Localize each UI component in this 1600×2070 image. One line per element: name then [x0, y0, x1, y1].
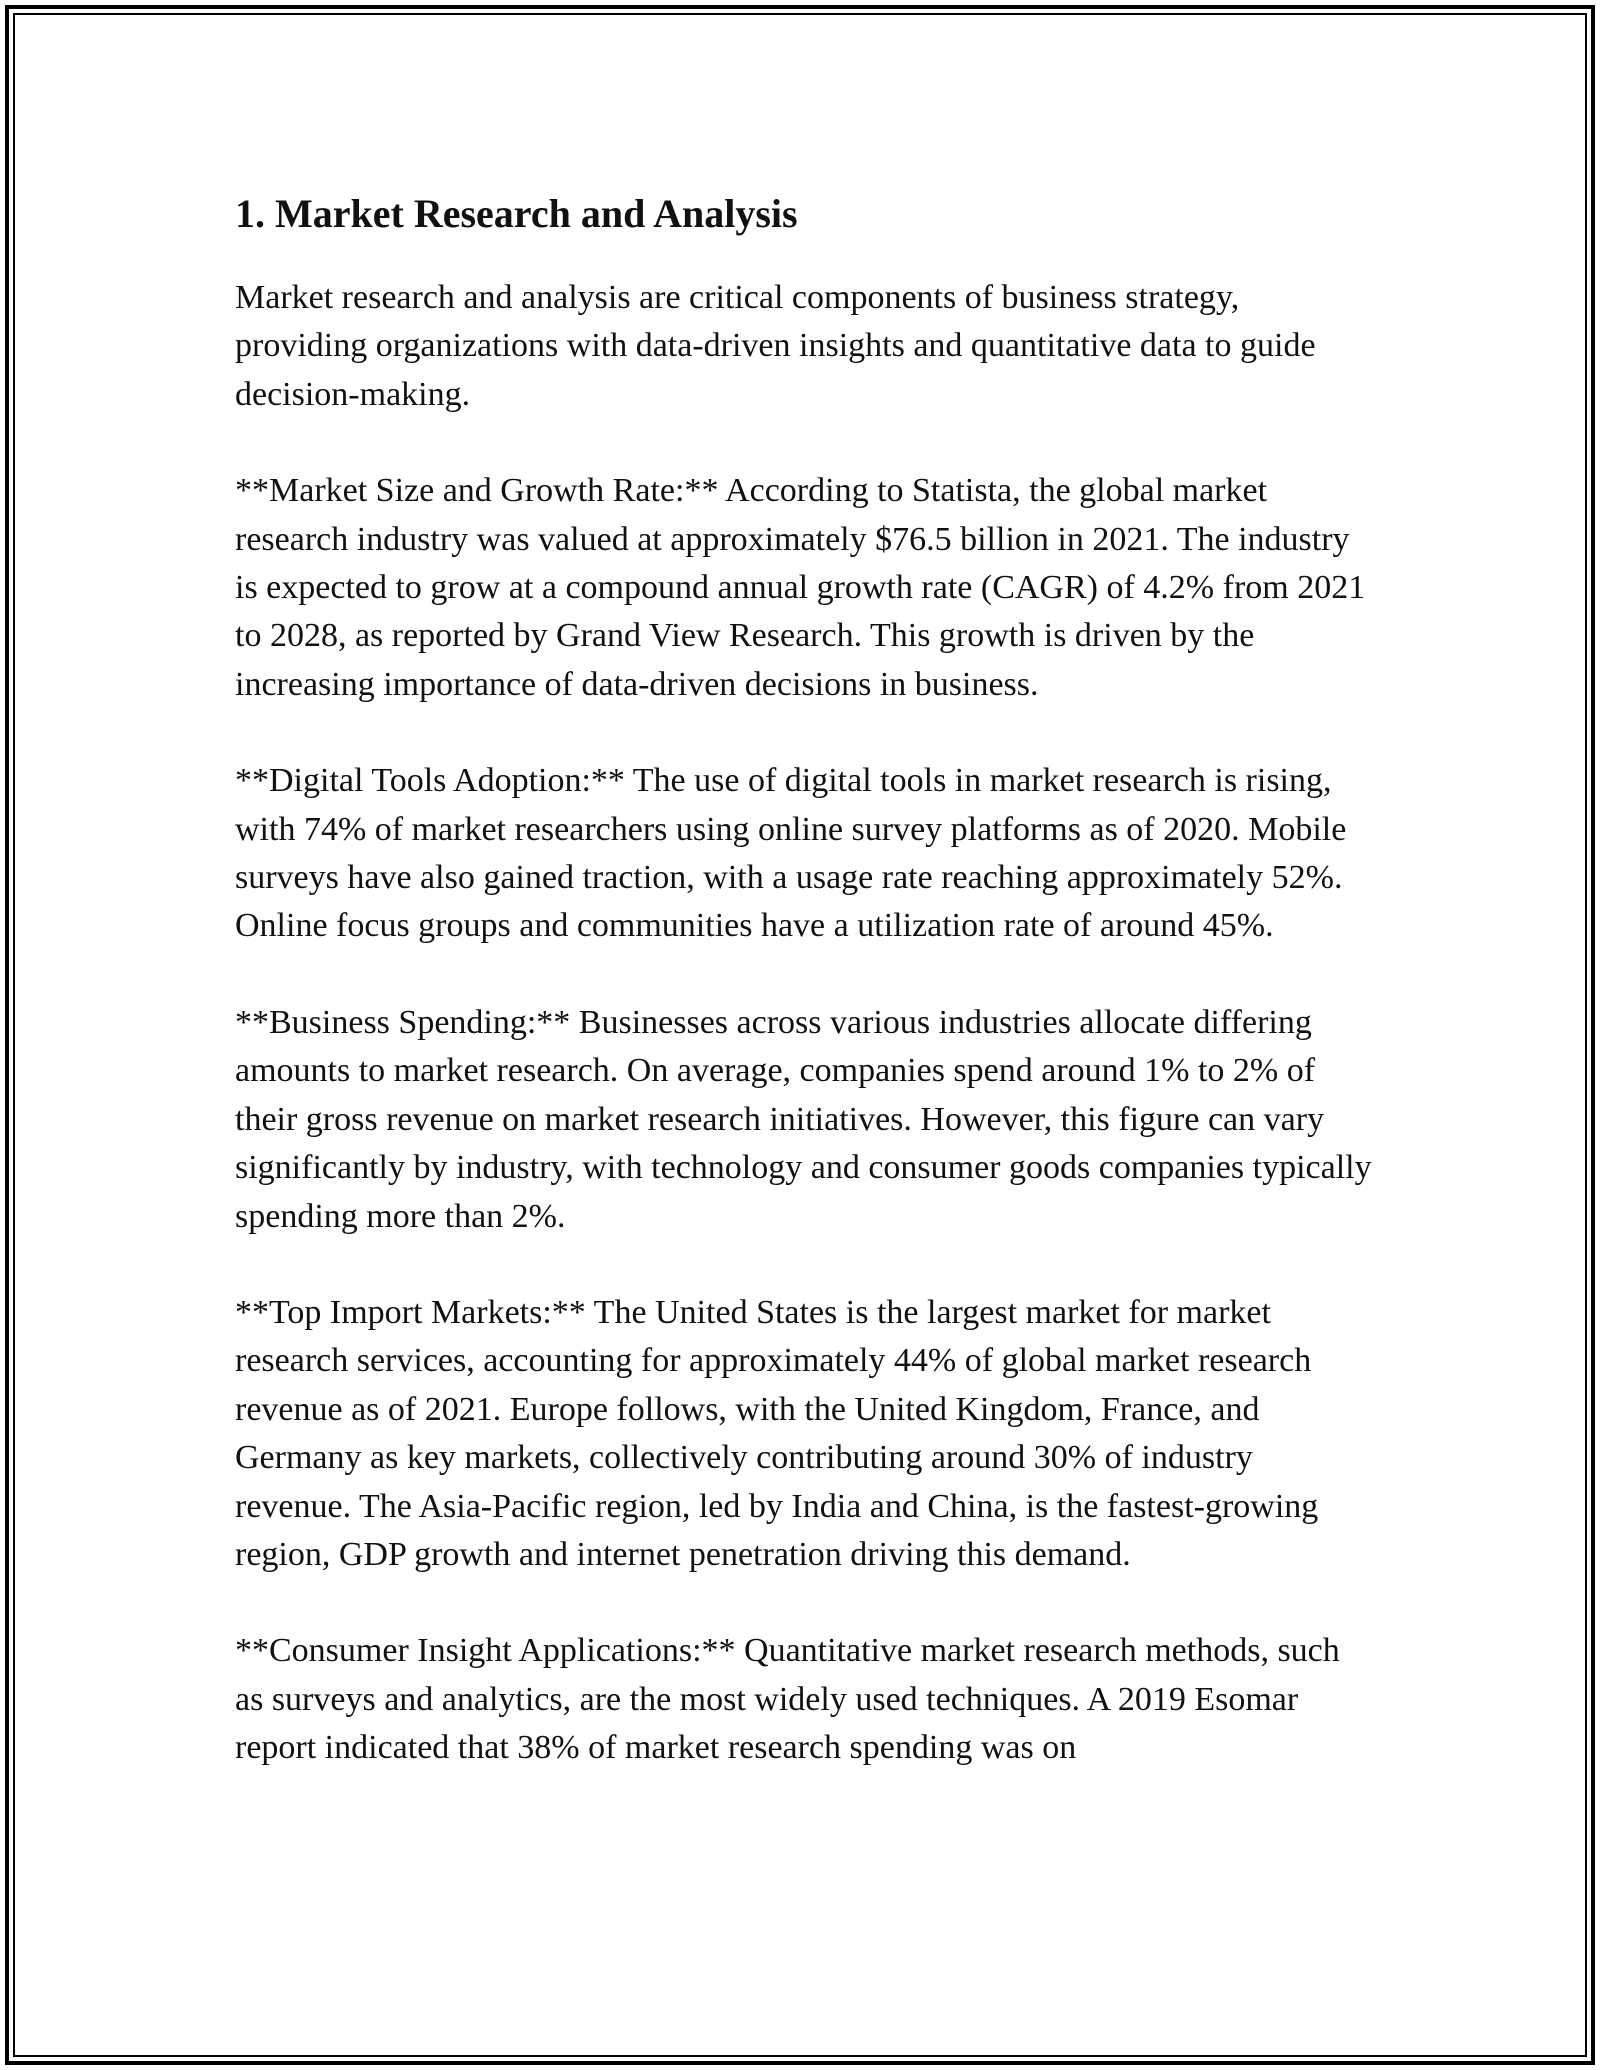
paragraph-consumer-insight: **Consumer Insight Applications:** Quantitative market research methods, such as surveys and analytics, are the most widely used techniques. A 2019 Esomar report indicated that 38% of market research spending was on	[235, 1632, 1340, 1767]
document-body	[235, 184, 1375, 1821]
section-heading: 1. Market Research and Analysis	[235, 191, 798, 236]
paragraph-digital-tools: **Digital Tools Adoption:** The use of digital tools in market research is rising, with 74% of market researchers using online survey platforms as of 2020. Mobile surveys have also gained traction, with a usage rate reaching approximately 52%. Online focus groups and communities have a utilization rate of around 45%.	[235, 762, 1347, 945]
paragraph-top-import-markets: **Top Import Markets:** The United States is the largest market for market research services, accounting for approximately 44% of global market research revenue as of 2021. Europe follows, with the United Kingdom, France, and Germany as key markets, collectively contributing around 30% of industry revenue. The Asia-Pacific region, led by India and China, is the fastest-growing region, GDP growth and internet penetration driving this demand.	[235, 1293, 1319, 1573]
paragraph-business-spending: **Business Spending:** Businesses across various industries allocate differing amounts to market research. On average, companies spend around 1% to 2% of their gross revenue on market research initiatives. However, this figure can vary significantly by industry, with technology and consumer goods companies typically spending more than 2%.	[235, 1003, 1372, 1235]
paragraph-intro: Market research and analysis are critical components of business strategy, providing organizations with data-driven insights and quantitative data to guide decision-making.	[235, 279, 1316, 413]
paragraph-market-size: **Market Size and Growth Rate:** According to Statista, the global market research industry was valued at approximately $76.5 billion in 2021. The industry is expected to grow at a compound annual growth rate (CAGR) of 4.2% from 2021 to 2028, as reported by Grand View Research. This growth is driven by the increasing importance of data-driven decisions in business.	[235, 472, 1366, 703]
